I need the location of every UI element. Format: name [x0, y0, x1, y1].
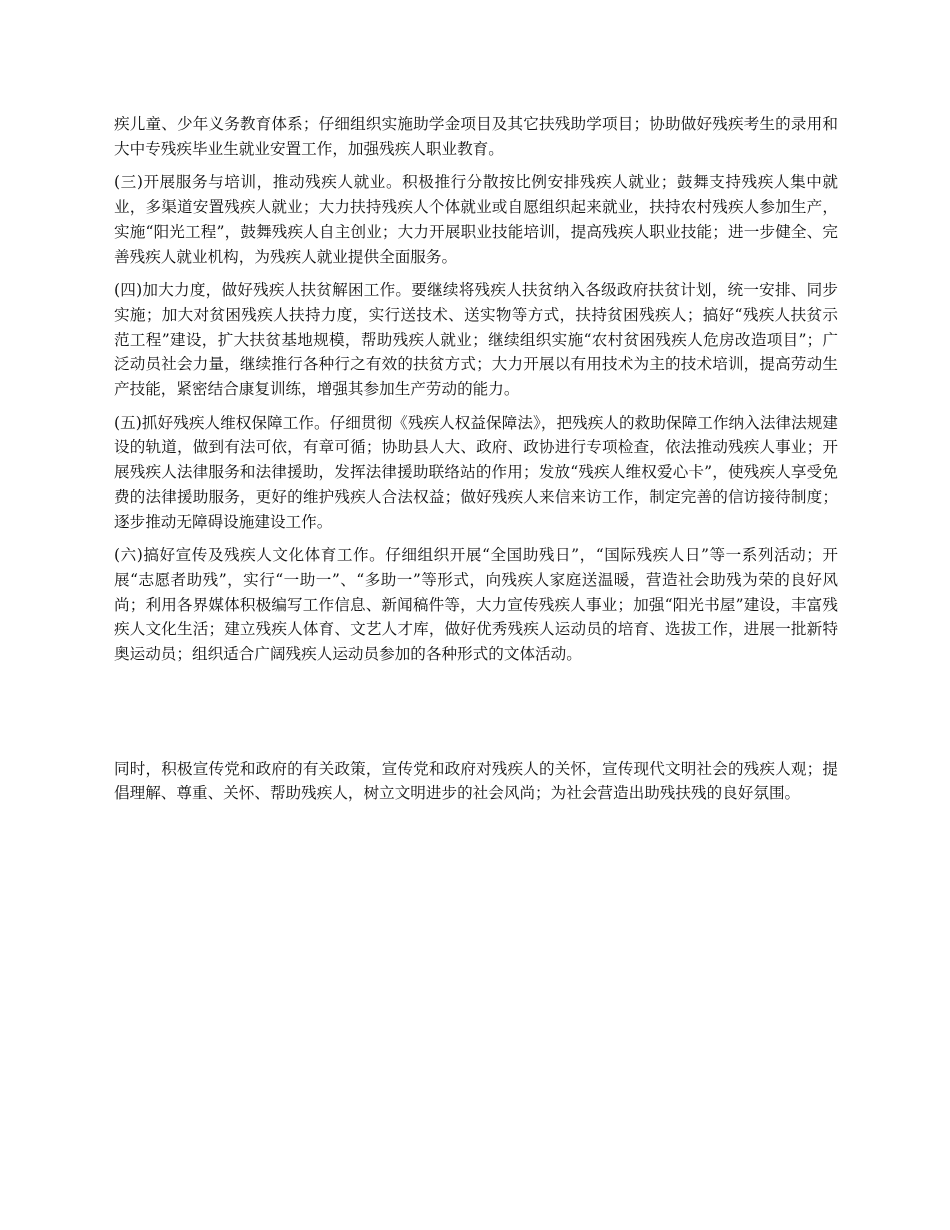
- paragraph-poverty-relief: (四)加大力度，做好残疾人扶贫解困工作。要继续将残疾人扶贫纳入各级政府扶贫计划，统一安排、同步实施；加大对贫困残疾人扶持力度，实行送技术、送实物等方式，扶持贫困残疾人；搞好“残疾人扶贫示范工程”建设，扩大扶贫基地规模，帮助残疾人就业；继续组织实施“农村贫困残疾人危房改造项目”；广泛动员社会力量，继续推行各种行之有效的扶贫方式；大力开展以有用技术为主的技术培训，提高劳动生产技能，紧密结合康复训练，增强其参加生产劳动的能力。: [114, 281, 838, 399]
- paragraph-publicity-culture: (六)搞好宣传及残疾人文化体育工作。仔细组织开展“全国助残日”，“国际残疾人日”等一系列活动；开展“志愿者助残”，实行“一助一”、“多助一”等形式，向残疾人家庭送温暖，营造社会助残为荣的良好风尚；利用各界媒体积极编写工作信息、新闻稿件等，大力宣传残疾人事业；加强“阳光书屋”建设，丰富残疾人文化生活；建立残疾人体育、文艺人才库，做好优秀残疾人运动员的培育、选拔工作，进展一批新特奥运动员；组织适合广阔残疾人运动员参加的各种形式的文体活动。: [114, 546, 838, 664]
- blank-spacer: [114, 676, 838, 757]
- paragraph-employment: (三)开展服务与培训，推动残疾人就业。积极推行分散按比例安排残疾人就业；鼓舞支持残疾人集中就业，多渠道安置残疾人就业；大力扶持残疾人个体就业或自愿组织起来就业，扶持农村残疾人参加生产，实施“阳光工程”，鼓舞残疾人自主创业；大力开展职业技能培训，提高残疾人职业技能；进一步健全、完善残疾人就业机构，为残疾人就业提供全面服务。: [114, 173, 838, 266]
- document-body: [114, 112, 838, 815]
- paragraph-education: 疾儿童、少年义务教育体系；仔细组织实施助学金项目及其它扶残助学项目；协助做好残疾考生的录用和大中专残疾毕业生就业安置工作，加强残疾人职业教育。: [114, 115, 838, 158]
- paragraph-rights-protection: (五)抓好残疾人维权保障工作。仔细贯彻《残疾人权益保障法》，把残疾人的救助保障工作纳入法律法规建设的轨道，做到有法可依，有章可循；协助县人大、政府、政协进行专项检查，依法推动残疾人事业；开展残疾人法律服务和法律援助，发挥法律援助联络站的作用；发放“残疾人维权爱心卡”，使残疾人享受免费的法律援助服务，更好的维护残疾人合法权益；做好残疾人来信来访工作，制定完善的信访接待制度；逐步推动无障碍设施建设工作。: [114, 413, 838, 531]
- paragraph-closing: 同时，积极宣传党和政府的有关政策，宣传党和政府对残疾人的关怀，宣传现代文明社会的残疾人观；提倡理解、尊重、关怀、帮助残疾人，树立文明进步的社会风尚；为社会营造出助残扶残的良好氛围。: [114, 759, 838, 803]
